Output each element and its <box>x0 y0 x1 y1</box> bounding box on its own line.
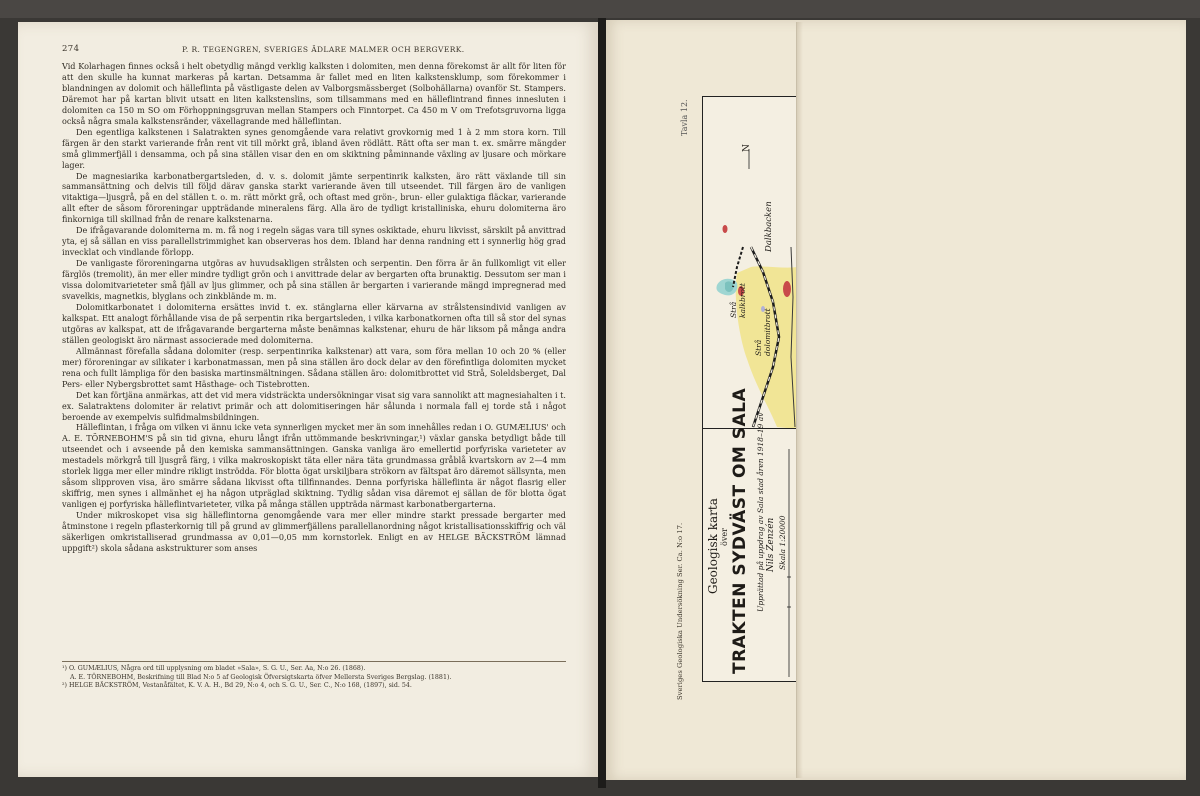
paragraph: Vid Kolarhagen finnes också i helt obetydlig mängd verklig kalksten i dolomiten, men denna förekomst är allt för liten för att den skulle ha kunnat markeras på kartan. Detsamma är fallet med en liten kalkstensklump, som förekommer i blandningen av dolomit och hälleflinta på västligaste delen av Valborgsmässberget (Solbohällarna) ovanför St. Stampers. Däremot har på kartan blivit utsatt en liten kalkstenslins, som tillsammans med en hälleflintrand finnes innesluten i dolomiten ca 150 m SO om Förhoppningsgruvan mellan Stampers och Finntorpet. Ca 450 m V om Trefotsgruvorna ligga också några smala kalkstensränder, växellagrande med hälleflintan. <box>62 61 566 126</box>
paragraph: De ifrågavarande dolomiterna m. m. få nog i regeln sägas vara till synes oskiktade, ehuru likvisst, särskilt på anvittrad yta, ej så sällan en viss parallellstrimmighet kan observeras hos dem. Ibland har denna randning ett i synnerlig hög grad invecklat och vindlande förlopp. <box>62 225 566 258</box>
map-title-main: TRAKTEN SYDVÄST OM SALA <box>730 387 750 674</box>
paragraph: De magnesiarika karbonatbergartsleden, d. v. s. dolomit jämte serpentinrik kalksten, äro rätt växlande till sin sammansättning och delvis till följd därav ganska starkt varierande även till utseendet. Till färgen äro de vanligen vitaktiga—ljusgrå, på en del ställen t. o. m. rätt mörkt grå, och oftast med grön-, brun- eller gulaktiga fläckar, varierande allt efter de såsom föroreningar uppträdande mineralens färg. Alla äro de tydligt kristalliniska, ehuru dolomiterna äro finkorniga till skillnad från de renare kalkstenarna. <box>62 170 566 225</box>
running-head: P. R. TEGENGREN, SVERIGES ÄDLARE MALMER OCH BERGVERK. <box>182 45 465 54</box>
map-red-spot <box>783 281 791 297</box>
plate-label: Tavla 12. <box>680 99 689 136</box>
page-number: 274 <box>62 44 80 54</box>
footnotes <box>62 661 566 691</box>
paragraph: Under mikroskopet visa sig hälleflintorna genomgående vara mer eller mindre starkt pressade bergarter med åtminstone i regeln pflasterkornig till på grund av glimmerfjällens parallellanordning något kristallisationsskiffrig och väl säkerligen omkristalliserad grundmassa av 0,01—0,05 mm kornstorlek. Enligt en av HELGE BÄCKSTRÖM lämnad uppgift²) skola sådana askstrukturer som anses <box>62 510 566 553</box>
map-label-kalkbrott: Strå kalkbrott <box>729 283 747 318</box>
fold-shadow <box>797 22 803 778</box>
paragraph: Dolomitkarbonatet i dolomiterna ersättes invid t. ex. stänglarna eller kärvarna av strålstensindivid vanligen av kalkspat. Ett analogt förhållande visa de på serpentin rika bergartsleden, i vilka karbonatkornen ofta till så stor del synas utgöras av kalkspat, att de ifrågavarande bergarterna måste benämnas kalkstenar, ehuru de här liksom på många andra ställen geologiskt äro närmast associerade med dolomiterna. <box>62 301 566 345</box>
paragraph: Den egentliga kalkstenen i Salatrakten synes genomgående vara relativt grovkornig med 1 à 2 mm stora korn. Till färgen är den starkt varierande från rent vit till mörkt grå, ibland även rödlätt. Rätt ofta ser man t. ex. smärre mängder små glimmerfjäll i densamma, och på sina ställen visar den en om skiktning påminnande växling av ljusare och mörkare lager. <box>62 126 566 170</box>
map-scale-text: Skala 1:20000 <box>778 515 787 570</box>
paragraph: De vanligaste föroreningarna utgöras av huvudsakligen strålsten och serpentin. Den förra är än fullkomligt vit eller färglös (tremolit), än mer eller mindre tydligt grön och i anvittrade delar av bergarten ofta brunaktig. Dessutom ser man i vissa dolomitvarieteter små fjäll av ljus glimmer, och på sina ställen är bergarten i varierande mängd impregnerad med svavelkis, magnetkis, blyglans och zinkblände m. m. <box>62 258 566 302</box>
footnote: ²) HELGE BÄCKSTRÖM, Vestanåfältet, K. V. A. H., Bd 29, N:o 4, och S. G. U., Ser. C., N:o 168, (1897), sid. 54. <box>62 682 412 690</box>
scan-background <box>0 0 1200 18</box>
body-text <box>62 61 566 554</box>
book-gutter <box>598 18 606 788</box>
paragraph: Det kan förtjäna anmärkas, att det vid mera vidsträckta undersökningar visat sig vara sannolikt att magnesiahalten i t. ex. Salatraktens dolomiter är relativt primär och att dolomitiseringen här sålunda i normala fall ej torde stå i något beroende av exempelvis sulfidmalmsbildningen. <box>62 389 566 422</box>
footnote: A. E. TÖRNEBOHM, Beskrifning till Blad N:o 5 af Geologisk Öfversigtskarta öfver Mellersta Sveriges Bergslag. (1881). <box>70 673 452 681</box>
right-page <box>606 20 1186 780</box>
map-label-dalkbacken: Dalkbacken <box>764 201 774 252</box>
map-label-dolomitbrott: Strå dolomitbrott <box>754 308 772 356</box>
north-label: N <box>742 144 752 152</box>
paragraph: Allmännast förefalla sådana dolomiter (resp. serpentinrika kalkstenar) att vara, som föra mellan 10 och 20 % (eller mer) föroreningar av silikater i karbonatmassan, men på sina ställen äro dock delar av den förefintliga dolomiten mycket rena och fullt lämpliga för den basiska martinsmältningen. Sådana ställen äro: dolomitbrottet vid Strå, Soleldsberget, Dal Pers- eller Nybergsbrottet samt Hästhage- och Tistebrotten. <box>62 345 566 389</box>
series-note: Sveriges Geologiska Undersökning Ser. Ca. N:o 17. <box>676 522 684 700</box>
map-title-line2: över <box>720 528 729 546</box>
footnote: ¹) O. GUMÆLIUS, Några ord till upplysning om bladet »Sala», S. G. U., Ser. Aa, N:o 26. (1868). <box>62 665 366 672</box>
map-title-line1: Geologisk karta <box>706 498 720 594</box>
map-title-author: Nils Zenzén <box>766 517 776 572</box>
map-red-spot <box>723 225 728 233</box>
map-title-credit: Upprättad på uppdrag av Sala stad åren 1918–19 av <box>756 412 765 612</box>
paragraph: Hälleflintan, i fråga om vilken vi ännu icke veta synnerligen mycket mer än som innehålles redan i O. GUMÆLIUS' och A. E. TÖRNEBOHM'S på sin tid givna, ehuru långt ifrån uttömmande beskrivningar,¹) växlar ganska betydligt både till utseendet och i avseende på den kemiska sammansättningen. Ganska vanliga äro emellertid porfyriska varieteter av mestadels mörkgrå till ljusgrå färg, i vilka makroskopiskt täta eller nära täta grundmassa gråblå kvartskorn av 2—4 mm storlek ligga mer eller mindre rikligt inströdda. För blotta ögat urskiljbara strökorn av fältspat äro däremot sällsynta, men såsom slipproven visa, äro smärre sådana likvisst ofta tillfinnandes. Denna porfyriska hälleflinta är något flasrig eller skiffrig, men synes i allmänhet ej ha någon utpräglad skiktning. Tydlig sådan visa däremot ej sällan de för blotta ögat vanligen ej porfyriska hälleflintvarieteter, vilka på många ställen uppträda närmast karbonatbergarterna. <box>62 422 566 510</box>
